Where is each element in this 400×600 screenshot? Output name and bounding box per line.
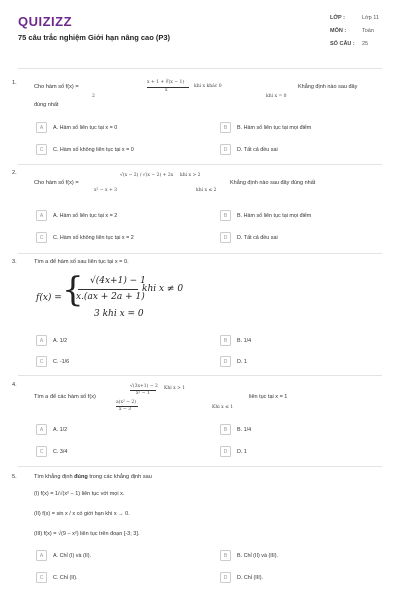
option-text: A. Hàm số liên tục tại x = 0 [53,124,118,131]
option-letter-box: D [220,232,231,243]
math-brace: { [62,270,84,310]
option-text: D. Tất cả đều sai [237,146,278,153]
statement-1: (I) f(x) = 1/√(x² − 1) liên tục với mọi x. [34,491,125,497]
question-text-part: trong các khẳng định sau [87,474,152,480]
question-5 [12,474,392,594]
math-condition: khi x ≤ 2 [196,188,217,193]
math-numerator: a(x² − 2) [116,400,137,405]
option-letter-box: D [220,144,231,155]
question-3 [12,259,392,369]
meta-value: Lớp 11 [362,15,379,21]
question-text: Cho hàm số f(x) = [34,84,79,90]
option-a[interactable] [36,122,117,133]
option-letter-box: C [36,232,47,243]
option-letter-box: B [220,335,231,346]
quizizz-logo: QUIZIZZ [18,14,73,29]
question-number: 1. [12,80,17,86]
math-numerator: √(3x+1) − 2 [130,384,158,389]
question-text: Cho hàm số f(x) = [34,180,79,186]
option-text: B. 1/4 [237,337,252,344]
question-text-part: Tìm khẳng định [34,474,75,480]
math-numerator: √(4x+1) − 1 [90,276,146,286]
option-text: B. 1/4 [237,426,252,433]
option-letter-box: A [36,424,47,435]
meta-label: LỚP : [330,15,345,21]
math-denominator: x − 3 [119,407,132,412]
question-text-emphasis: đúng [74,474,88,480]
option-letter-box: C [36,572,47,583]
option-letter-box: C [36,446,47,457]
meta-value: 25 [362,41,369,47]
math-denominator: x.(ax + 2a + 1) [76,292,145,302]
question-text [34,474,152,480]
option-d[interactable] [220,446,247,457]
question-divider [18,375,382,376]
question-divider [18,253,382,254]
option-letter-box: B [220,550,231,561]
math-condition: khi x = 0 [266,94,287,99]
question-1 [12,80,392,160]
option-text: D. 1 [237,358,247,365]
math-denominator: x [165,88,168,93]
option-a[interactable] [36,424,67,435]
option-text: A. 1/2 [53,337,68,344]
option-d[interactable] [220,572,263,583]
option-b[interactable] [220,210,311,221]
option-b[interactable] [220,550,278,561]
fraction-bar [147,87,189,88]
option-letter-box: B [220,122,231,133]
statement-3: (III) f(x) = √(9 − x²) liên tục trên đoạn [-3; 3]. [34,531,140,537]
worksheet-title: 75 câu trắc nghiệm Giới hạn nâng cao (P3) [18,33,171,42]
option-letter-box: B [220,210,231,221]
math-expression: x² − x + 3 [94,188,118,193]
option-b[interactable] [220,122,311,133]
question-divider [18,466,382,467]
option-letter-box: D [220,572,231,583]
question-text: Tìm a để hàm số sau liên tục tại x = 0. [34,259,129,265]
meta-label: SỐ CÂU : [330,41,355,47]
math-condition: khi x > 2 [180,173,201,178]
option-text: A. 1/2 [53,426,68,433]
math-condition: Khi x > 1 [164,386,186,391]
option-letter-box: C [36,144,47,155]
option-letter-box: A [36,335,47,346]
option-c[interactable] [36,572,78,583]
option-letter-box: B [220,424,231,435]
math-value: 3 khi x = 0 [94,309,144,319]
meta-value: Toán [362,28,374,34]
option-text: D. 1 [237,448,247,455]
option-c[interactable] [36,232,134,243]
option-a[interactable] [36,335,67,346]
option-a[interactable] [36,550,91,561]
option-c[interactable] [36,356,69,367]
option-text: D. Chỉ (III). [237,574,264,581]
option-b[interactable] [220,335,251,346]
math-condition: khi x khác 0 [194,84,222,89]
option-d[interactable] [220,232,278,243]
math-function: f(x) = [36,293,62,303]
option-c[interactable] [36,446,67,457]
math-value: 2 [92,94,95,99]
option-text: B. Chỉ (II) và (III). [237,552,279,559]
worksheet-meta [330,15,379,54]
question-number: 4. [12,382,17,388]
option-text: A. Chỉ (I) và (II). [53,552,92,559]
question-text-tail: Khẳng định nào sau đây [298,84,358,90]
math-numerator: x + 1 + ∛(x − 1) [147,80,185,85]
option-letter-box: D [220,356,231,367]
option-text: B. Hàm số liên tục tại mọi điểm [237,212,312,219]
question-number: 5. [12,474,17,480]
option-text: C. -1/6 [53,358,70,365]
math-condition: Khi x ≤ 1 [212,405,234,410]
option-text: C. 3/4 [53,448,68,455]
option-a[interactable] [36,210,117,221]
meta-label: MÔN : [330,28,347,34]
option-letter-box: D [220,446,231,457]
option-text: C. Hàm số không liên tục tại x = 2 [53,234,134,241]
worksheet-header [0,0,400,60]
question-text-tail: Khẳng định nào sau đây đúng nhất [230,180,316,186]
option-text: C. Hàm số không liên tục tại x = 0 [53,146,134,153]
option-letter-box: A [36,122,47,133]
question-2 [12,170,392,250]
math-condition: khi x ≠ 0 [142,284,184,294]
question-text-line2: đúng nhất [34,102,59,108]
option-text: C. Chỉ (II). [53,574,78,581]
option-letter-box: A [36,550,47,561]
option-b[interactable] [220,424,251,435]
question-number: 2. [12,170,17,176]
option-letter-box: A [36,210,47,221]
option-text: B. Hàm số liên tục tại mọi điểm [237,124,312,131]
option-text: D. Tất cả đều sai [237,234,278,241]
fraction-bar [78,289,138,290]
question-divider [18,164,382,165]
question-text: Tìm a để các hàm số f(x) [34,394,96,400]
option-d[interactable] [220,144,278,155]
option-c[interactable] [36,144,134,155]
option-letter-box: C [36,356,47,367]
question-number: 3. [12,259,17,265]
question-text-tail: liên tục tại x = 1 [249,394,288,400]
option-d[interactable] [220,356,247,367]
statement-2: (II) f(x) = sin x / x có giới hạn khi x → 0. [34,511,130,517]
question-4 [12,382,392,462]
header-divider [18,68,382,69]
math-expression: √(x − 2) / √(x − 2) + 2x [120,173,174,178]
math-denominator: x² − 1 [136,391,150,396]
option-text: A. Hàm số liên tục tại x = 2 [53,212,118,219]
